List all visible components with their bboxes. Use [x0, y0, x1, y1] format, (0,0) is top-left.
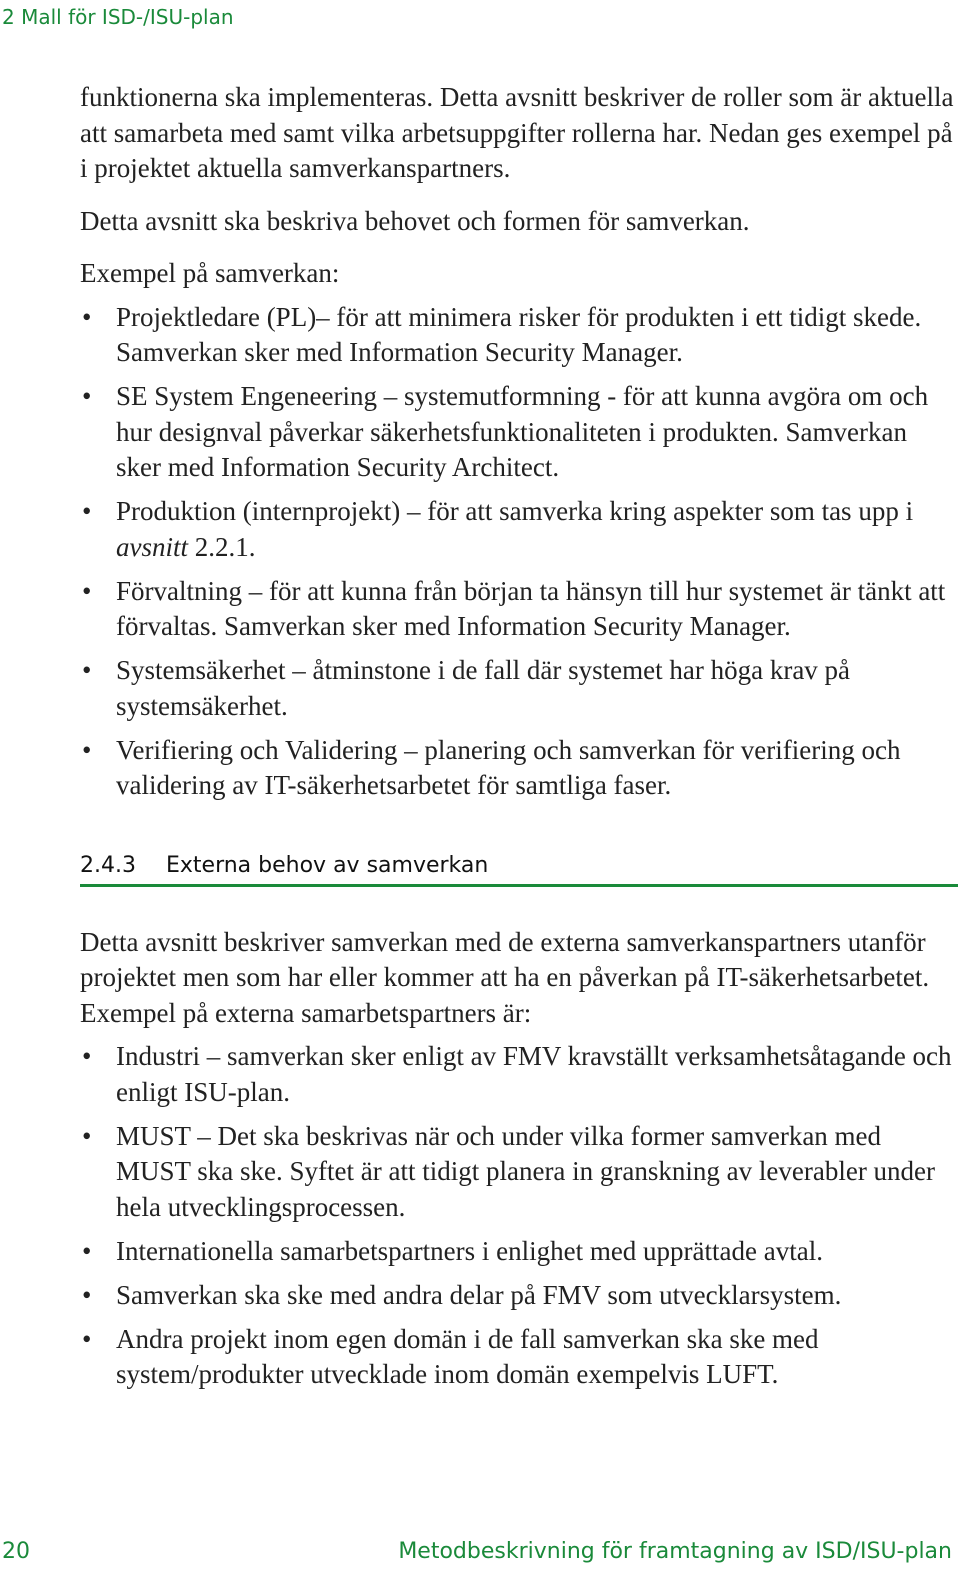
bullet-icon: •	[82, 1279, 92, 1310]
list-item-text: Systemsäkerhet – åtminstone i de fall där systemet har höga krav på systemsäkerhet.	[116, 655, 851, 721]
list-item-text	[116, 496, 913, 562]
list-item	[80, 733, 958, 804]
external-collaboration-list	[80, 1039, 958, 1393]
section-intro-paragraph: Detta avsnitt beskriver samverkan med de externa samverkanspartners utanför projektet men som har eller kommer att ha en påverkan på IT-säkerhetsarbetet. Exempel på externa samarbetspartners är:	[80, 926, 930, 1028]
list-item	[80, 300, 958, 371]
list-item-text: Samverkan ska ske med andra delar på FMV som utvecklarsystem.	[116, 1279, 842, 1310]
bullet-icon: •	[82, 655, 92, 685]
section-number: 2.4.3	[80, 852, 136, 878]
intro-paragraph: Exempel på samverkan:	[80, 258, 340, 288]
list-item-text-part: Produktion (internprojekt) – för att samverka kring aspekter som tas upp i	[116, 496, 914, 526]
section-reference: avsnitt	[116, 531, 188, 562]
list-item	[80, 1119, 958, 1226]
section-heading	[80, 850, 958, 887]
section-title: Externa behov av samverkan	[166, 852, 489, 878]
list-item	[80, 574, 958, 645]
bullet-icon: •	[82, 301, 92, 332]
list-item-text: SE System Engeneering – systemutformning - för att kunna avgöra om och hur designval påverkar säkerhetsfunktionaliteten i produkten. Samverkan sker med Information Security Architect.	[116, 381, 929, 482]
bullet-icon: •	[82, 1235, 92, 1266]
list-item-text: Förvaltning – för att kunna från början ta hänsyn till hur systemet är tänkt att förvaltas. Samverkan sker med Information Security Manager.	[116, 575, 946, 641]
bullet-icon: •	[82, 734, 92, 765]
bullet-icon: •	[82, 1120, 92, 1151]
bullet-icon: •	[82, 575, 92, 606]
list-item	[80, 379, 958, 486]
bullet-icon: •	[82, 1041, 92, 1071]
list-item-text-part: 2.2.1.	[188, 531, 256, 562]
bullet-icon: •	[82, 496, 92, 526]
intro-paragraph: Detta avsnitt ska beskriva behovet och formen för samverkan.	[80, 205, 750, 236]
running-header: 2 Mall för ISD-/ISU-plan	[2, 5, 234, 29]
bullet-icon: •	[82, 381, 92, 411]
list-item	[80, 1278, 958, 1314]
list-item	[80, 1234, 958, 1270]
internal-collaboration-list	[80, 300, 958, 804]
list-item	[80, 494, 958, 565]
list-item-text: Verifiering och Validering – planering och samverkan för verifiering och validering av IT-säkerhetsarbetet för samtliga faser.	[116, 734, 901, 800]
list-item-text: Internationella samarbetspartners i enlighet med upprättade avtal.	[116, 1235, 823, 1266]
page-body	[80, 80, 958, 1410]
footer-document-title: Metodbeskrivning för framtagning av ISD/ISU-plan	[398, 1539, 952, 1564]
list-item	[80, 1039, 958, 1110]
list-item	[80, 1322, 958, 1393]
page-number: 20	[2, 1539, 30, 1564]
list-item-text: MUST – Det ska beskrivas när och under vilka former samverkan med MUST ska ske. Syftet är att tidigt planera in granskning av leverabler under hela utvecklingsprocessen.	[116, 1120, 936, 1222]
list-item-text: Projektledare (PL)– för att minimera risker för produkten i ett tidigt skede. Samverkan sker med Information Security Manager.	[116, 301, 922, 367]
intro-paragraph: funktionerna ska implementeras. Detta avsnitt beskriver de roller som är aktuella att samarbeta med samt vilka arbetsuppgifter rollerna har. Nedan ges exempel på i projektet aktuella samverkanspartners.	[80, 82, 954, 183]
bullet-icon: •	[82, 1323, 92, 1354]
list-item-text: Industri – samverkan sker enligt av FMV kravställt verksamhetsåtagande och enligt ISU-plan.	[116, 1041, 952, 1107]
list-item-text: Andra projekt inom egen domän i de fall samverkan ska ske med system/produkter utvecklade inom domän exempelvis LUFT.	[116, 1323, 819, 1389]
list-item	[80, 653, 958, 724]
